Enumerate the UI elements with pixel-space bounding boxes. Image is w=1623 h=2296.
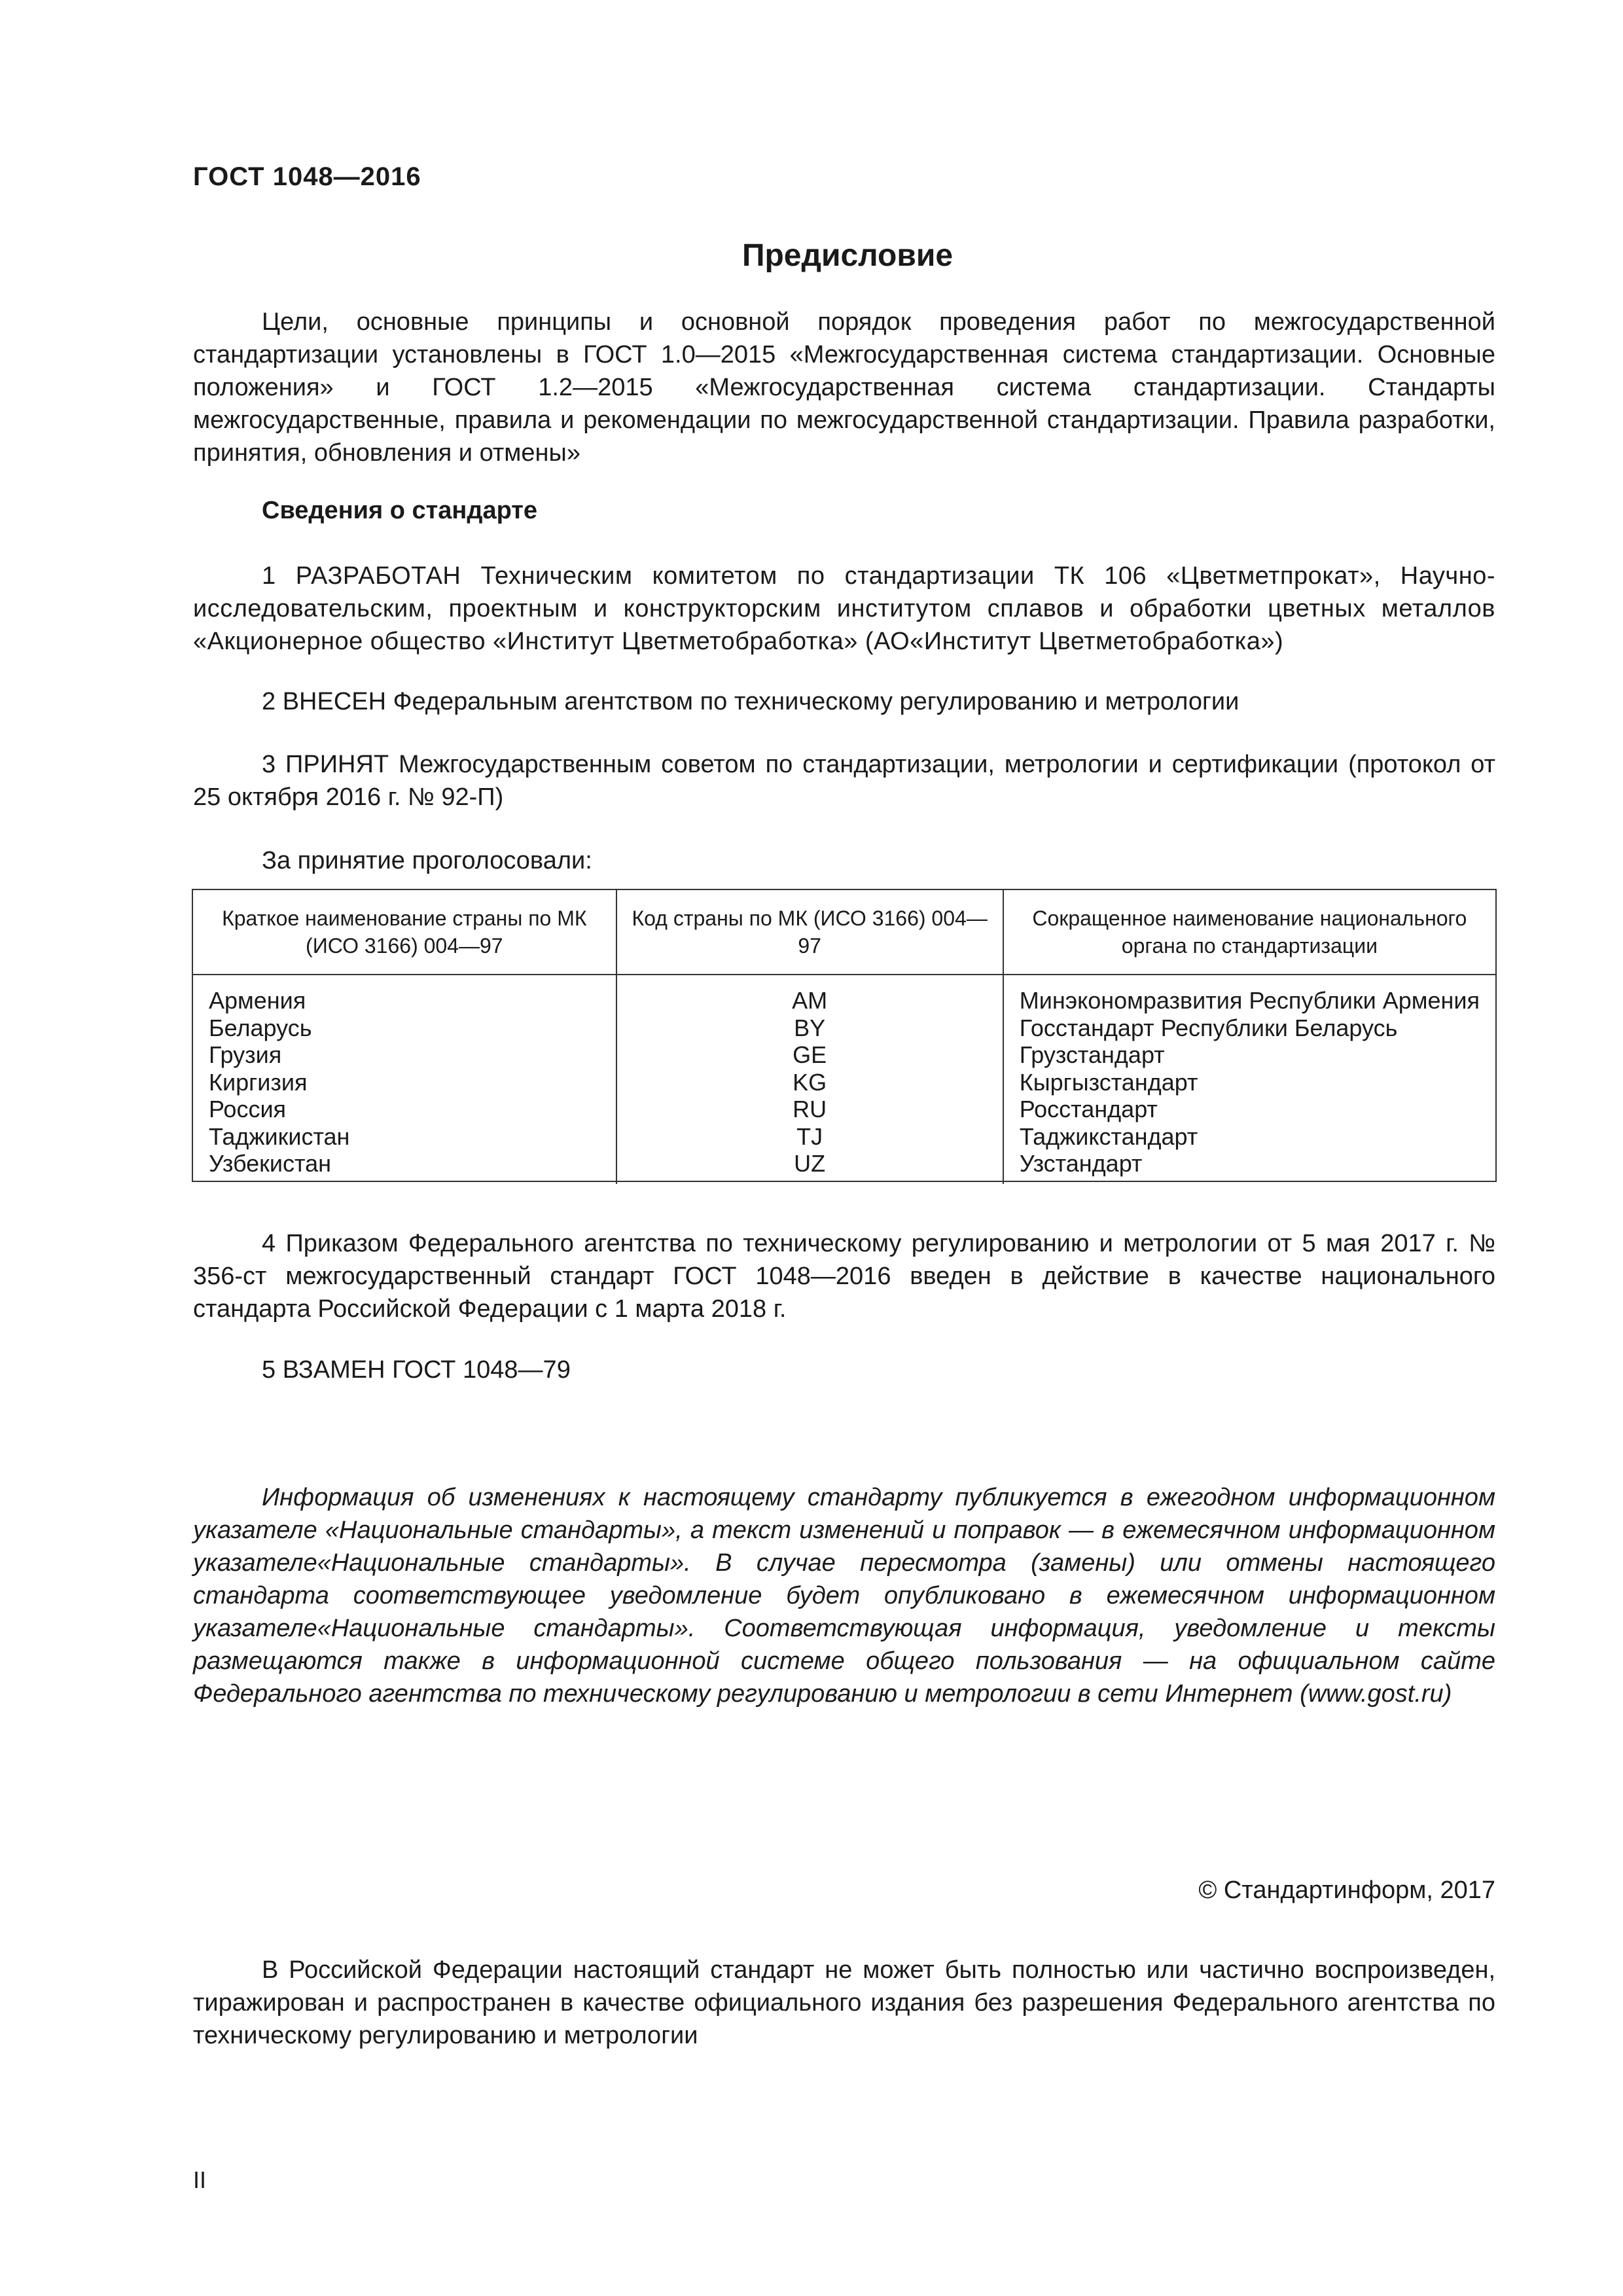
info-note-paragraph: Информация об изменениях к настоящему стандарту публикуется в ежегодном информационном указателе «Национальные стандарты», а текст изменений и поправок — в ежемесячном информационном указателе«Национальные стандарты». В случае пересмотра (замены) или отмены настоящего стандарта соответствующее уведомление будет опубликовано в ежемесячном информационном указателе«Национальные стандарты». Соответствующая информация, уведомление и тексты размещаются также в информационной системе общего пользования — на официальном сайте Федерального агентства по техническому регулированию и метрологии в сети Интернет (www.gost.ru): [193, 1484, 1495, 1708]
copyright-line: © Стандартинформ, 2017: [1198, 1876, 1495, 1904]
table-cell-country: Киргизия: [209, 1068, 308, 1096]
table-header-code: Код страны по МК (ИСО 3166) 004—97: [616, 890, 1003, 975]
table-cell-country: Узбекистан: [209, 1150, 332, 1177]
standard-id-header: ГОСТ 1048—2016: [193, 162, 421, 191]
table-cell-authority: Кыргызстандарт: [1019, 1068, 1198, 1096]
table-cell-authority: Таджикстандарт: [1019, 1122, 1198, 1150]
item-5-paragraph: 5 ВЗАМЕН ГОСТ 1048—79: [262, 1356, 571, 1384]
intro-paragraph: Цели, основные принципы и основной порядок проведения работ по межгосударственной стандартизации установлены в ГОСТ 1.0—2015 «Межгосударственная система стандартизации. Основные положения» и ГОСТ 1.2—2015 «Межгосударственная система стандартизации. Стандарты межгосударственные, правила и рекомендации по межгосударственной стандартизации. Правила разработки, принятия, обновления и отмены»: [193, 308, 1495, 467]
table-cell-code: GE: [793, 1041, 827, 1068]
table-cell-authority: Узстандарт: [1019, 1150, 1143, 1177]
table-cell-country: Грузия: [209, 1041, 282, 1068]
vote-label: За принятие проголосовали:: [262, 847, 592, 874]
table-header-row: [193, 890, 1495, 975]
table-cell-country: Таджикистан: [209, 1122, 350, 1150]
table-cell-code: AM: [792, 987, 828, 1014]
page-title: Предисловие: [741, 238, 954, 273]
table-cell-country: Армения: [209, 987, 306, 1014]
rights-notice-paragraph: В Российской Федерации настоящий стандарт не может быть полностью или частично воспроизведен, тиражирован и распространен в качестве официального издания без разрешения Федерального агентства по техническому регулированию и метрологии: [193, 1956, 1495, 2049]
table-header-country: Краткое наименование страны по МК (ИСО 3166) 004—97: [193, 890, 616, 975]
page-number: II: [193, 2166, 207, 2193]
item-2-paragraph: 2 ВНЕСЕН Федеральным агентством по техническому регулированию и метрологии: [262, 688, 1240, 715]
table-cell-country: Россия: [209, 1096, 287, 1122]
section-heading: Сведения о стандарте: [262, 497, 538, 524]
table-body-row: [193, 975, 1495, 1184]
table-cell-code: UZ: [794, 1150, 826, 1177]
country-code-column: [616, 975, 1003, 1184]
table-cell-authority: Госстандарт Республики Беларусь: [1019, 1014, 1398, 1041]
item-3-paragraph: 3 ПРИНЯТ Межгосударственным советом по стандартизации, метрологии и сертификации (протокол от 25 октября 2016 г. № 92-П): [193, 751, 1495, 811]
table-header-authority: Сокращенное наименование национального органа по стандартизации: [1003, 890, 1495, 975]
table-cell-code: TJ: [796, 1122, 823, 1150]
country-name-column: [193, 975, 616, 1184]
table-cell-authority: Грузстандарт: [1019, 1041, 1165, 1068]
table-cell-code: KG: [793, 1068, 827, 1096]
voting-countries-table: [192, 889, 1497, 1182]
table-cell-authority: Минэкономразвития Республики Армения: [1019, 987, 1480, 1014]
table-cell-code: RU: [793, 1096, 827, 1122]
item-4-paragraph: 4 Приказом Федерального агентства по техническому регулированию и метрологии от 5 мая 2017 г. № 356-ст межгосударственный стандарт ГОСТ 1048—2016 введен в действие в качестве национального стандарта Российской Федерации с 1 марта 2018 г.: [193, 1230, 1495, 1323]
table-cell-authority: Росстандарт: [1019, 1096, 1158, 1122]
authority-column: [1003, 975, 1495, 1184]
table-cell-code: BY: [794, 1014, 826, 1041]
table-cell-country: Беларусь: [209, 1014, 312, 1041]
item-1-paragraph: 1 РАЗРАБОТАН Техническим комитетом по стандартизации ТК 106 «Цветметпрокат», Научно-исследовательским, проектным и конструкторским институтом сплавов и обработки цветных металлов «Акционерное общество «Институт Цветметобработка» (АО«Институт Цветметобработка»): [193, 562, 1495, 655]
